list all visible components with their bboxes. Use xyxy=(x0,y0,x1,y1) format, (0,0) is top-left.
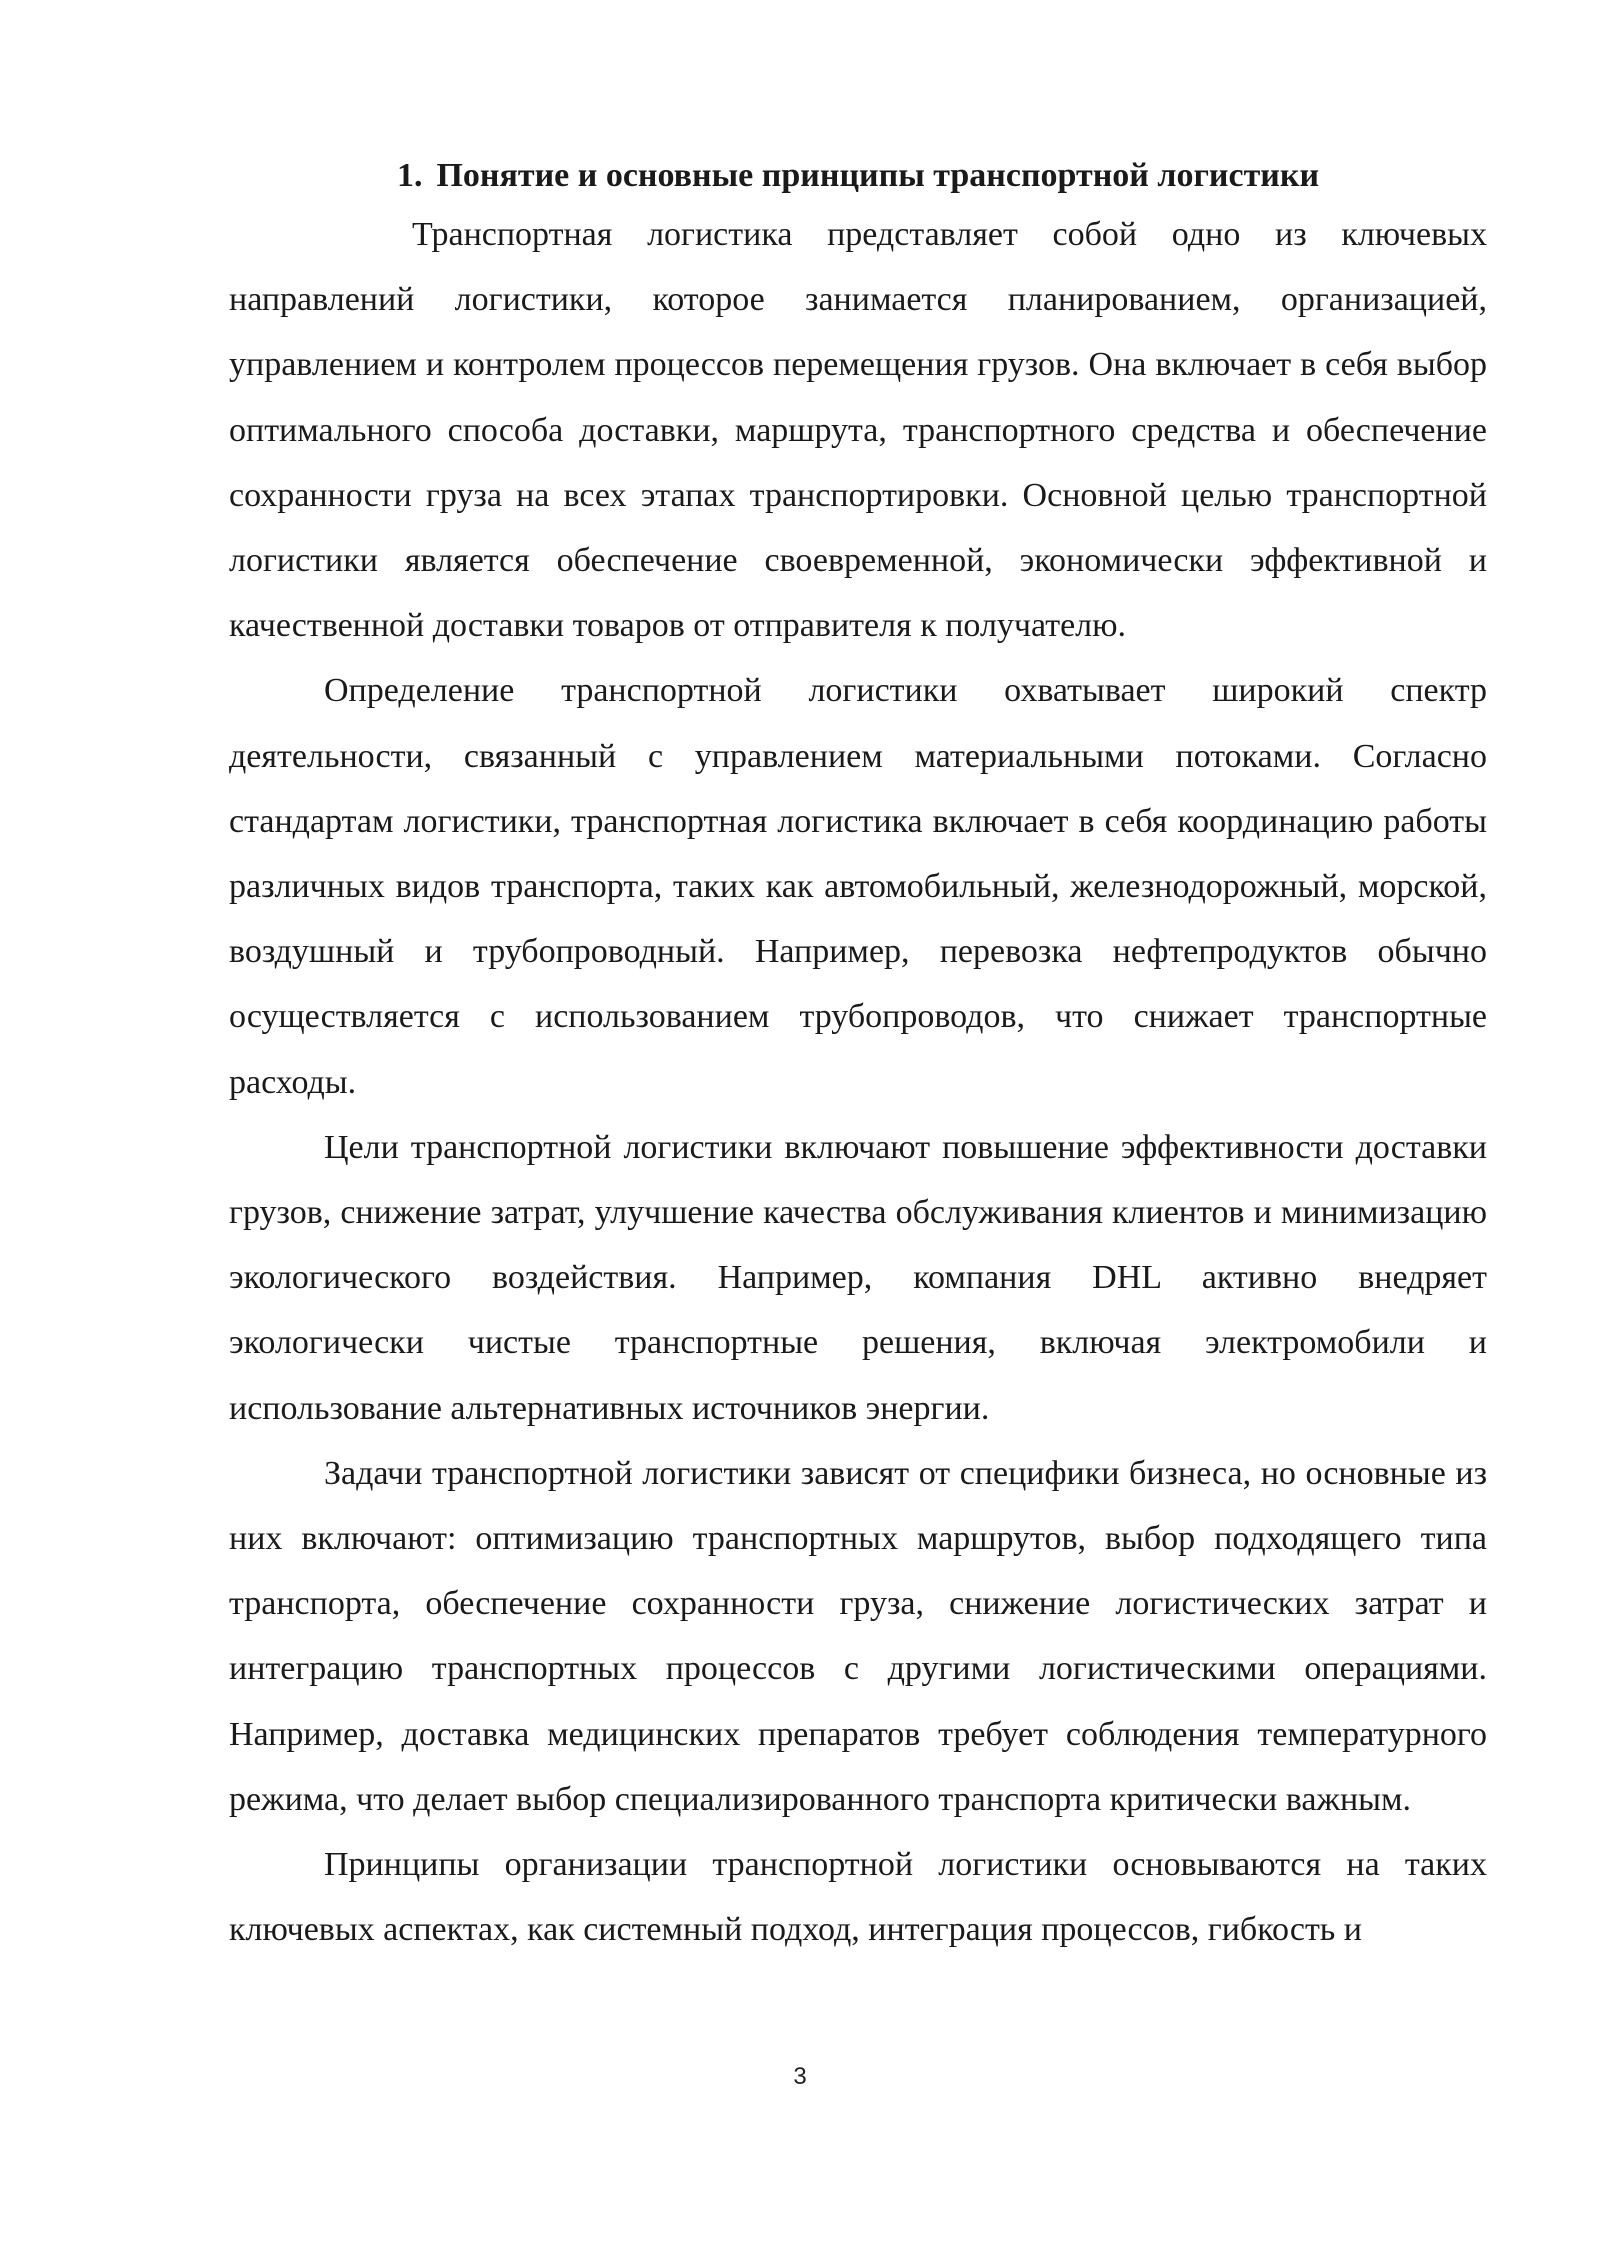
paragraph-tasks: Задачи транспортной логистики зависят от специфики бизнеса, но основные из них включают: оптимизацию транспортных маршрутов, выбор подходящего типа транспорта, обеспечение сохранности груза, снижение логистических затрат и интеграцию транспортных процессов с другими логистическими операциями. Например, доставка медицинских препаратов требует соблюдения температурного режима, что делает выбор специализированного транспорта критически важным. xyxy=(229,1454,1487,1818)
section-number: 1. xyxy=(396,157,423,194)
paragraph-definition: Определение транспортной логистики охватывает широкий спектр деятельности, связанный с управлением материальными потоками. Согласно стандартам логистики, транспортная логистика включает в себя координацию работы различных видов транспорта, таких как автомобильный, железнодорожный, морской, воздушный и трубопроводный. Например, перевозка нефтепродуктов обычно осуществляется с использованием трубопроводов, что снижает транспортные расходы. xyxy=(229,672,1487,1101)
paragraph-principles: Принципы организации транспортной логистики основываются на таких ключевых аспектах, как системный подход, интеграция процессов, гибкость и xyxy=(229,1846,1487,1949)
paragraph-intro: Транспортная логистика представляет собой одно из ключевых направлений логистики, которое занимается планированием, организацией, управлением и контролем процессов перемещения грузов. Она включает в себя выбор оптимального способа доставки, маршрута, транспортного средства и обеспечение сохранности груза на всех этапах транспортировки. Основной целью транспортной логистики является обеспечение своевременной, экономически эффективной и качественной доставки товаров от отправителя к получателю. xyxy=(229,216,1487,645)
section-title: Понятие и основные принципы транспортной логистики xyxy=(436,157,1320,194)
page-number: 3 xyxy=(793,2063,807,2090)
page-content xyxy=(229,150,1487,1962)
paragraph-goals: Цели транспортной логистики включают повышение эффективности доставки грузов, снижение затрат, улучшение качества обслуживания клиентов и минимизацию экологического воздействия. Например, компания DHL активно внедряет экологически чистые транспортные решения, включая электромобили и использование альтернативных источников энергии. xyxy=(229,1128,1487,1427)
section-heading xyxy=(229,150,1487,202)
